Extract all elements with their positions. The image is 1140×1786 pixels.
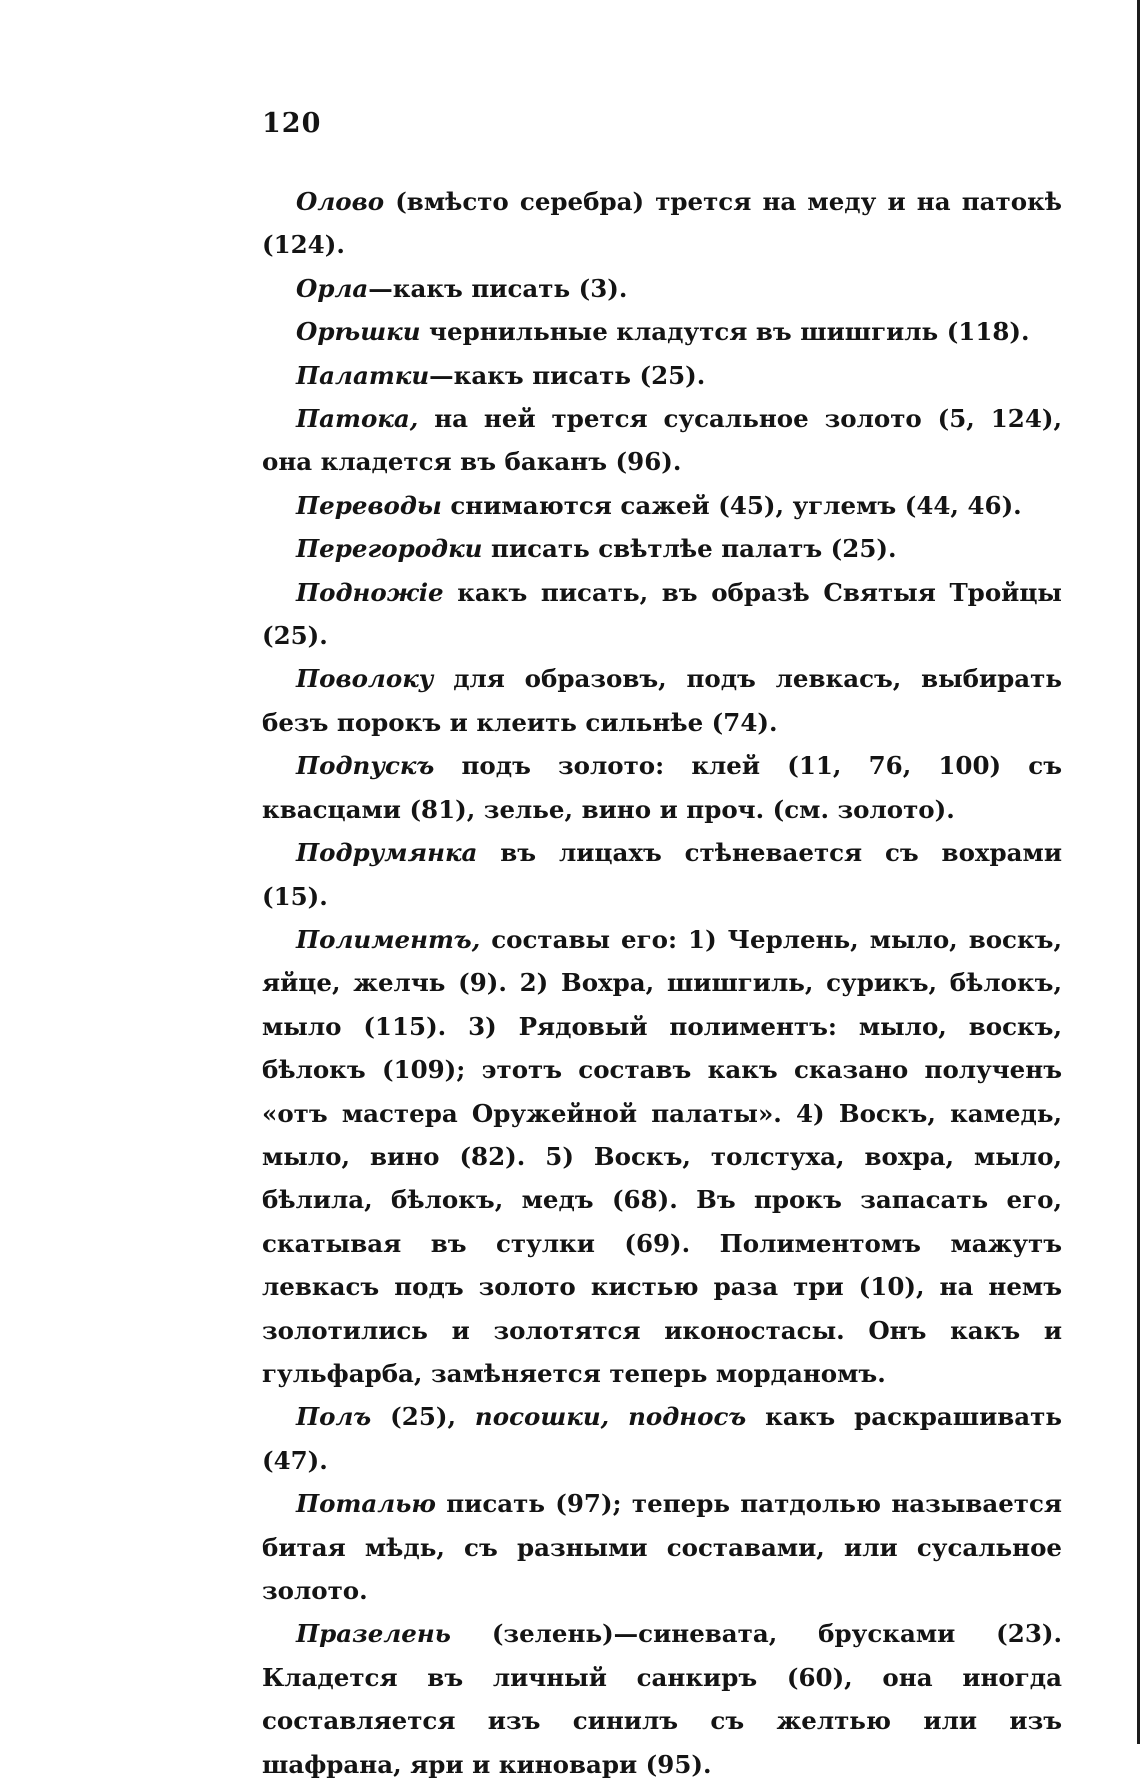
entry-term: посошки, подносъ [474,1402,747,1432]
glossary-entry [262,918,1062,1395]
entry-term: Орла [296,273,369,303]
entry-text: составы его: 1) Черлень, мыло, воскъ, яйце, желчь (9). 2) Вохра, шишгиль, сурикъ, бѣлокъ, мыло (115). 3) Рядовый полиментъ: мыло, воскъ, бѣлокъ (109); этотъ составъ какъ сказано полученъ «отъ мастера Оружейной палаты». 4) Воскъ, камедь, мыло, вино (82). 5) Воскъ, толстуха, вохра, мыло, бѣлила, бѣлокъ, медъ (68). Въ прокъ запасать его, скатывая въ стулки (69). Полиментомъ мажутъ левкасъ подъ золото кистью раза три (10), на немъ золотились и золотятся иконостасы. Онъ какъ и гульфарба, замѣняется теперь морданомъ. [262,924,1062,1388]
entry-text: —какъ писать (3). [368,273,628,303]
glossary-entry [262,571,1062,658]
entry-text: для образовъ, подъ левкасъ, выбирать безъ порокъ и клеить сильнѣе (74). [262,664,1062,737]
entry-text: (вмѣсто серебра) трется на меду и на патокѣ (124). [262,187,1062,260]
entry-term: Подрумянка [296,838,478,868]
entry-term: Переводы [296,490,442,520]
entry-text: (25), [371,1402,475,1432]
glossary-entry [262,831,1062,918]
entry-text: снимаются сажей (45), углемъ (44, 46). [441,490,1022,520]
entry-text: подъ золото: клей (11, 76, 100) съ квасцами (81), зелье, вино и проч. (см. золото). [262,751,1062,824]
glossary-entry [262,1482,1062,1612]
entry-term: Подножіе [296,577,444,607]
glossary-entry [262,180,1062,267]
entry-text: въ лицахъ стѣневается съ вохрами (15). [262,838,1062,911]
glossary-entry [262,267,1062,310]
glossary-entry [262,657,1062,744]
entry-text: какъ писать, въ образѣ Святыя Тройцы (25). [262,577,1062,651]
glossary-entry [262,1612,1062,1786]
entry-term: Патока, [296,404,419,434]
entry-text: какъ раскрашивать (47). [262,1402,1062,1475]
glossary-entry [262,744,1062,831]
entry-text: чернильные кладутся въ шишгиль (118). [420,317,1030,347]
glossary-entry [262,397,1062,484]
entry-text: писать (97); теперь патдолью называется битая мѣдь, съ разными составами, или сусальное золото. [262,1489,1062,1605]
entry-text: на ней трется сусальное золото (5, 124), она кладется въ баканъ (96). [262,404,1062,477]
entry-text: (зелень)—синевата, брусками (23). Кладется въ личный санкиръ (60), она иногда составляется изъ синилъ съ желтью или изъ шафрана, яри и киновари (95). [262,1619,1062,1779]
entry-term: Орѣшки [296,317,421,347]
entry-term: Поталью [296,1489,436,1519]
entry-term: Палатки [296,360,430,390]
entry-term: Празелень [296,1619,451,1649]
glossary-entries [262,180,1062,1786]
entry-term: Полиментъ, [296,924,481,954]
glossary-entry [262,310,1062,353]
entry-term: Олово [296,187,385,216]
entry-text: писать свѣтлѣе палатъ (25). [482,534,897,564]
glossary-entry [262,484,1062,527]
glossary-entry [262,1395,1062,1482]
entry-term: Поволоку [296,664,434,694]
entry-text: —какъ писать (25). [429,360,706,390]
entry-term: Перегородки [296,534,483,564]
glossary-entry [262,527,1062,570]
glossary-entry [262,354,1062,397]
entry-term: Подпускъ [296,751,435,781]
entry-term: Полъ [296,1402,372,1432]
page-number: 120 [262,108,322,139]
